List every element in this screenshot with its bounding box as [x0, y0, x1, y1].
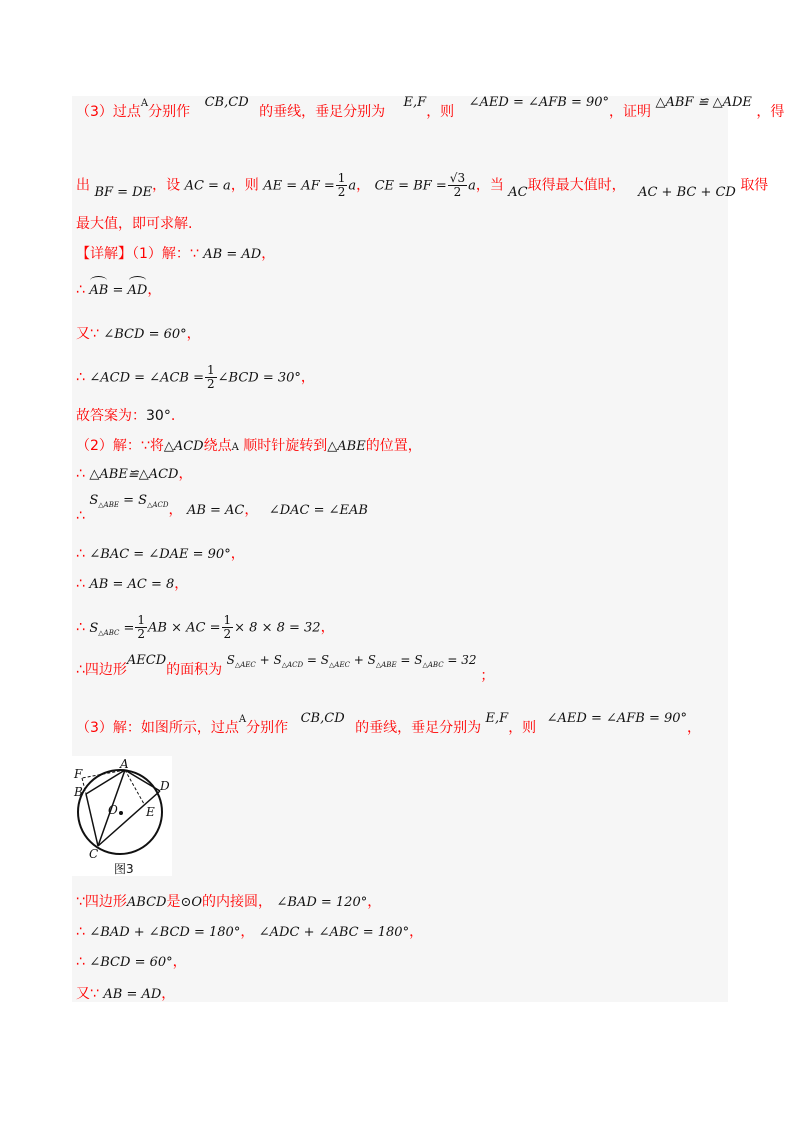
math-bad-bcd-180: ∠BAD + ∠BCD = 180° [89, 925, 241, 940]
math-triangle-abe: △ABE [327, 439, 366, 454]
area-symbol: S [138, 493, 148, 508]
part3-text: （3）解：如图所示，过点 [76, 720, 239, 736]
part2-text: ； [480, 668, 495, 684]
detail-line-3 [76, 324, 201, 345]
fraction-half: $\frac{1}{2}$ [207, 363, 215, 391]
degree-symbol: ° [163, 408, 171, 424]
detail-text: 又∵ [76, 326, 99, 342]
part3-text: ， [409, 924, 424, 940]
segment-ad [125, 770, 160, 791]
detail-text: 【详解】（1）解：∵ [76, 246, 199, 262]
math-ac: AC [508, 184, 528, 200]
therefore-symbol: ∴ [76, 508, 85, 524]
area-symbol: S [89, 493, 99, 508]
therefore-symbol: ∴ [76, 466, 85, 482]
hint-text: ，则 [426, 104, 455, 120]
part2-text: ， [230, 546, 245, 562]
math-bf-de: BF = DE [94, 184, 153, 200]
hint-line-3: 最大值，即可求解. [76, 216, 193, 232]
part2-text: ∴四边形 [76, 662, 127, 678]
part3-text: ，则 [508, 720, 537, 736]
part2-text: ， [244, 502, 259, 518]
math-equals: = [118, 493, 139, 508]
hint-text: ，则 [230, 177, 259, 194]
arc-ad: AD [128, 281, 148, 301]
math-bac-dae: ∠BAC = ∠DAE = 90° [89, 547, 231, 562]
part3-text: ， [161, 986, 176, 1002]
part3-text: 的内接圆， [202, 894, 273, 910]
math-ab-times-ac: AB × AC = [148, 620, 221, 636]
detail-text: ， [261, 246, 276, 262]
figure-caption: 图3 [114, 862, 134, 876]
math-right-angles: ∠AED = ∠AFB = 90° [546, 711, 688, 726]
math-bcd-60: ∠BCD = 60° [103, 327, 187, 342]
therefore-symbol: ∴ [76, 369, 85, 386]
center-point [119, 811, 123, 815]
part2-text: ， [178, 466, 193, 482]
point-a: A [238, 714, 247, 725]
geometry-figure [72, 756, 172, 876]
hint-text: ，设 [152, 177, 181, 194]
part3-text: ， [687, 720, 702, 736]
hint-text: 取得最大值时， [527, 177, 626, 194]
hint-text: （3）过点 [76, 104, 141, 120]
fraction-half: $\frac{1}{2}$ [223, 613, 232, 641]
part3-text: 分别作 [246, 720, 289, 736]
math-ab-ac: AB = AC [186, 503, 245, 518]
label-f: F [74, 767, 83, 781]
label-o: O [108, 803, 118, 817]
part2-line-5 [76, 574, 188, 595]
math-dac-eab: ∠DAC = ∠EAB [268, 503, 368, 518]
part2-line-7: ∴四边形AECD的面积为 $S_{\triangle AEC} + S_{\triangle ACD} = S_{\triangle AEC} + S_{\triangle ABE} = S_{\triangle ABC} = 32$ ； [76, 653, 495, 684]
math-right-angles: ∠AED = ∠AFB = 90° [468, 95, 610, 110]
label-a: A [120, 757, 129, 771]
answer-value: 30 [146, 408, 164, 424]
part3-line-3 [76, 922, 423, 943]
label-b: B [74, 785, 83, 799]
part3-text: 又∵ [76, 986, 99, 1002]
math-ab-ad: AB = AD [203, 247, 262, 262]
math-ab-ac-8: AB = AC = 8 [89, 577, 175, 592]
hint-text: 取得 [740, 177, 769, 194]
part2-text: 绕点 [203, 438, 232, 454]
part3-text: ， [240, 924, 255, 940]
math-ae-af: AE = AF = [263, 178, 335, 194]
point-a: A [140, 98, 149, 109]
part2-line-3 [76, 493, 368, 525]
hint-text: ， [356, 177, 371, 194]
hint-line-1 [76, 95, 785, 124]
hint-text: ，证明 [609, 104, 652, 120]
part3-text: 的垂线，垂足分别为 [355, 720, 482, 736]
part3-line-5 [76, 984, 175, 1005]
fraction-sqrt3-half: $\frac{√3}{2}$ [449, 171, 466, 199]
math-abcd: ABCD [126, 895, 167, 910]
math-quad-aecd: AECD [126, 653, 167, 668]
part3-text: ， [172, 954, 187, 970]
math-var-a: a [468, 178, 476, 194]
therefore-symbol: ∴ [76, 924, 85, 940]
hint-text: 分别作 [148, 104, 191, 120]
part2-text: ， [168, 502, 183, 518]
fraction-half: $\frac{1}{2}$ [337, 171, 346, 199]
part2-text: ， [320, 619, 335, 636]
hint-text: 的垂线，垂足分别为 [259, 104, 386, 120]
math-adc-abc-180: ∠ADC + ∠ABC = 180° [258, 925, 410, 940]
math-ef: E,F [485, 711, 509, 726]
detail-line-4 [76, 364, 315, 391]
math-acd-acb: ∠ACD = ∠ACB = [89, 370, 204, 386]
math-equals: = [119, 620, 135, 636]
math-var-a: a [348, 178, 357, 194]
circle-diagram [72, 756, 172, 876]
hint-text: ，得 [756, 104, 785, 120]
math-ce-bf: CE = BF = [374, 178, 447, 194]
math-ef: E,F [403, 95, 427, 110]
part2-text: ， [174, 576, 189, 592]
detail-line-1 [76, 244, 275, 265]
answer-label: 故答案为： [76, 408, 146, 424]
part3-text: ， [367, 894, 382, 910]
detail-line-2 [76, 280, 161, 301]
area-symbol: S [89, 620, 99, 636]
math-congruence: △ABF ≌ △ADE [655, 95, 752, 110]
part2-line-2 [76, 464, 192, 485]
therefore-symbol: ∴ [76, 954, 85, 970]
detail-text: ， [300, 369, 315, 386]
circle-o-symbol: ⊙O [180, 895, 203, 910]
part2-line-4 [76, 544, 245, 565]
point-a: A [231, 442, 239, 453]
math-ac-a: AC = a [184, 178, 231, 194]
therefore-symbol: ∴ [76, 546, 85, 562]
part3-line-2 [76, 892, 381, 913]
therefore-symbol: ∴ [76, 576, 85, 592]
math-congruence: △ABE≌△ACD [89, 467, 179, 482]
fraction-half: $\frac{1}{2}$ [137, 613, 146, 641]
area-subscript: △ABC [98, 628, 120, 637]
hint-text: 出 [76, 177, 90, 194]
math-triangle-acd: △ACD [163, 439, 204, 454]
part2-text: （2）解：∵将 [76, 438, 164, 454]
math-equals: = [108, 283, 128, 298]
part3-line-4 [76, 952, 187, 973]
detail-line-5 [76, 406, 175, 426]
label-d: D [160, 779, 170, 793]
detail-text: ， [186, 326, 201, 342]
therefore-symbol: ∴ [76, 619, 85, 636]
part3-text: 是 [166, 894, 181, 910]
detail-text: ， [147, 282, 162, 298]
part2-text: 顺时针旋转到 [243, 438, 328, 454]
part2-text: 的面积为 [166, 662, 223, 678]
therefore-symbol: ∴ [76, 282, 85, 298]
math-cbcd: CB,CD [204, 95, 249, 110]
part2-text: 的位置， [365, 438, 422, 454]
math-cbcd: CB,CD [300, 711, 345, 726]
math-bcd-30: ∠BCD = 30° [217, 370, 301, 386]
math-product-32: × 8 × 8 = 32 [234, 620, 321, 636]
part2-line-6 [76, 614, 335, 643]
label-c: C [89, 847, 99, 861]
label-e: E [146, 805, 155, 819]
hint-text: ，当 [475, 177, 504, 194]
part3-line-1 [76, 711, 702, 740]
area-subscript: △ABE [98, 501, 119, 509]
detail-text: . [170, 408, 176, 424]
area-subscript: △ACD [147, 501, 169, 509]
arc-ab: AB [89, 281, 108, 301]
math-bcd-60: ∠BCD = 60° [89, 955, 173, 970]
hint-line-2 [76, 172, 768, 199]
math-sum: AC + BC + CD [638, 184, 736, 200]
math-bad-120: ∠BAD = 120° [276, 895, 368, 910]
math-ab-ad: AB = AD [103, 987, 162, 1002]
part3-text: ∵四边形 [76, 894, 127, 910]
part2-line-1 [76, 436, 422, 458]
